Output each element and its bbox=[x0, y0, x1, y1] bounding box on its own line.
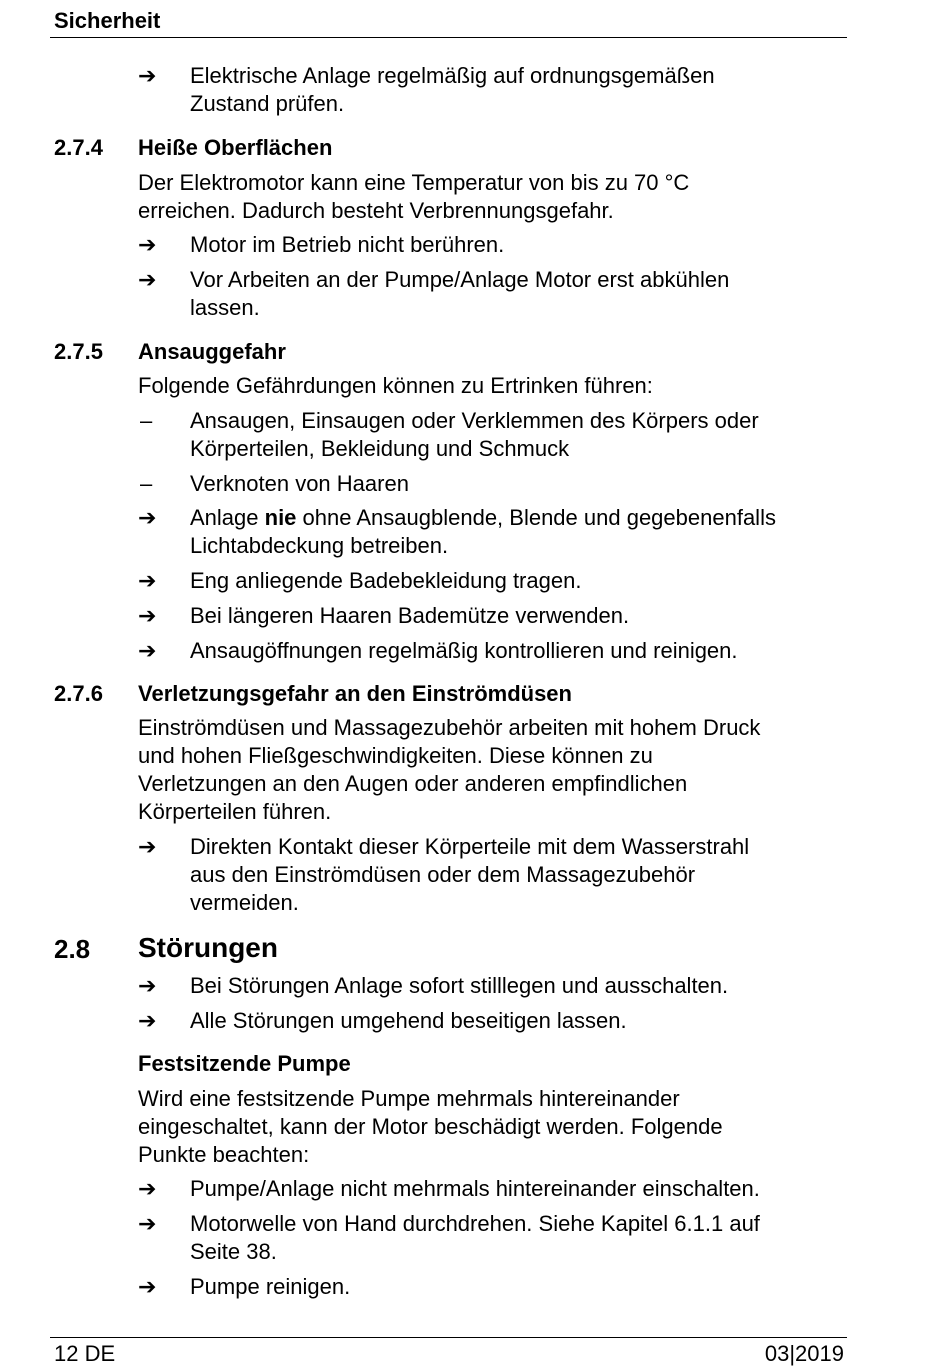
arrow-bullet-icon: ➔ bbox=[138, 638, 157, 663]
bullet-text: Elektrische Anlage regelmäßig auf ordnungsgemäßen bbox=[190, 63, 715, 88]
bullet-text: Motor im Betrieb nicht berühren. bbox=[190, 232, 505, 257]
arrow-bullet-icon: ➔ bbox=[138, 1274, 157, 1299]
bullet-text: Bei längeren Haaren Bademütze verwenden. bbox=[190, 603, 630, 628]
footer-divider bbox=[50, 1337, 847, 1338]
bullet-text: Direkten Kontakt dieser Körperteile mit dem Wasserstrahl bbox=[190, 834, 750, 859]
bullet-text: lassen. bbox=[190, 295, 260, 320]
dash-bullet-icon: – bbox=[140, 408, 153, 433]
bullet-text: Ansaugöffnungen regelmäßig kontrollieren und reinigen. bbox=[190, 638, 738, 663]
bullet-text: Pumpe/Anlage nicht mehrmals hintereinander einschalten. bbox=[190, 1176, 760, 1201]
paragraph-line: Einströmdüsen und Massagezubehör arbeiten mit hohem Druck bbox=[138, 715, 761, 740]
list-text: Körperteilen, Bekleidung und Schmuck bbox=[190, 436, 570, 461]
arrow-bullet-icon: ➔ bbox=[138, 568, 157, 593]
section-number: 2.8 bbox=[54, 934, 91, 964]
paragraph-line: Punkte beachten: bbox=[138, 1142, 310, 1167]
section-title: Verletzungsgefahr an den Einströmdüsen bbox=[138, 681, 572, 706]
list-text: Ansaugen, Einsaugen oder Verklemmen des Körpers oder bbox=[190, 408, 759, 433]
paragraph-line: erreichen. Dadurch besteht Verbrennungsgefahr. bbox=[138, 198, 614, 223]
arrow-bullet-icon: ➔ bbox=[138, 267, 157, 292]
arrow-bullet-icon: ➔ bbox=[138, 603, 157, 628]
section-number: 2.7.4 bbox=[54, 135, 103, 160]
section-title: Heiße Oberflächen bbox=[138, 135, 333, 160]
page-header-title: Sicherheit bbox=[54, 8, 161, 33]
bullet-text: Eng anliegende Badebekleidung tragen. bbox=[190, 568, 582, 593]
bullet-text-part: ohne Ansaugblende, Blende und gegebenenfalls bbox=[296, 505, 776, 530]
paragraph-line: Folgende Gefährdungen können zu Ertrinken führen: bbox=[138, 373, 653, 398]
paragraph-line: Der Elektromotor kann eine Temperatur von bis zu 70 °C bbox=[138, 170, 690, 195]
section-title: Störungen bbox=[138, 932, 278, 963]
arrow-bullet-icon: ➔ bbox=[138, 505, 157, 530]
paragraph-line: und hohen Fließgeschwindigkeiten. Diese können zu bbox=[138, 743, 653, 768]
paragraph-line: Verletzungen an den Augen oder anderen empfindlichen bbox=[138, 771, 688, 796]
paragraph-line: Körperteilen führen. bbox=[138, 799, 332, 824]
edition-date: 03|2019 bbox=[764, 1341, 844, 1366]
bullet-text: Seite 38. bbox=[190, 1239, 277, 1264]
subsection-title: Festsitzende Pumpe bbox=[138, 1051, 351, 1076]
arrow-bullet-icon: ➔ bbox=[138, 834, 157, 859]
header-divider bbox=[50, 37, 847, 38]
arrow-bullet-icon: ➔ bbox=[138, 1211, 157, 1236]
section-title: Ansauggefahr bbox=[138, 339, 286, 364]
arrow-bullet-icon: ➔ bbox=[138, 1008, 157, 1033]
dash-bullet-icon: – bbox=[140, 471, 153, 496]
bullet-text: Vor Arbeiten an der Pumpe/Anlage Motor erst abkühlen bbox=[190, 267, 730, 292]
page-number: 12 DE bbox=[54, 1341, 116, 1366]
bullet-text: Zustand prüfen. bbox=[190, 91, 345, 116]
bullet-text: vermeiden. bbox=[190, 890, 299, 915]
bullet-text: Motorwelle von Hand durchdrehen. Siehe Kapitel 6.1.1 auf bbox=[190, 1211, 760, 1236]
arrow-bullet-icon: ➔ bbox=[138, 973, 157, 998]
bullet-text: aus den Einströmdüsen oder dem Massagezubehör bbox=[190, 862, 696, 887]
paragraph-line: Wird eine festsitzende Pumpe mehrmals hintereinander bbox=[138, 1086, 680, 1111]
arrow-bullet-icon: ➔ bbox=[138, 1176, 157, 1201]
list-text: Verknoten von Haaren bbox=[190, 471, 409, 496]
bullet-text: Bei Störungen Anlage sofort stilllegen und ausschalten. bbox=[190, 973, 729, 998]
paragraph-line: eingeschaltet, kann der Motor beschädigt werden. Folgende bbox=[138, 1114, 723, 1139]
bullet-text: Pumpe reinigen. bbox=[190, 1274, 351, 1299]
section-number: 2.7.6 bbox=[54, 681, 103, 706]
arrow-bullet-icon: ➔ bbox=[138, 232, 157, 257]
emphasis-text: nie bbox=[264, 505, 297, 530]
bullet-text: Lichtabdeckung betreiben. bbox=[190, 533, 449, 558]
bullet-text bbox=[190, 504, 776, 532]
bullet-text: Alle Störungen umgehend beseitigen lassen. bbox=[190, 1008, 627, 1033]
arrow-bullet-icon: ➔ bbox=[138, 63, 157, 88]
section-number: 2.7.5 bbox=[54, 339, 103, 364]
bullet-text-part: Anlage bbox=[190, 505, 265, 530]
